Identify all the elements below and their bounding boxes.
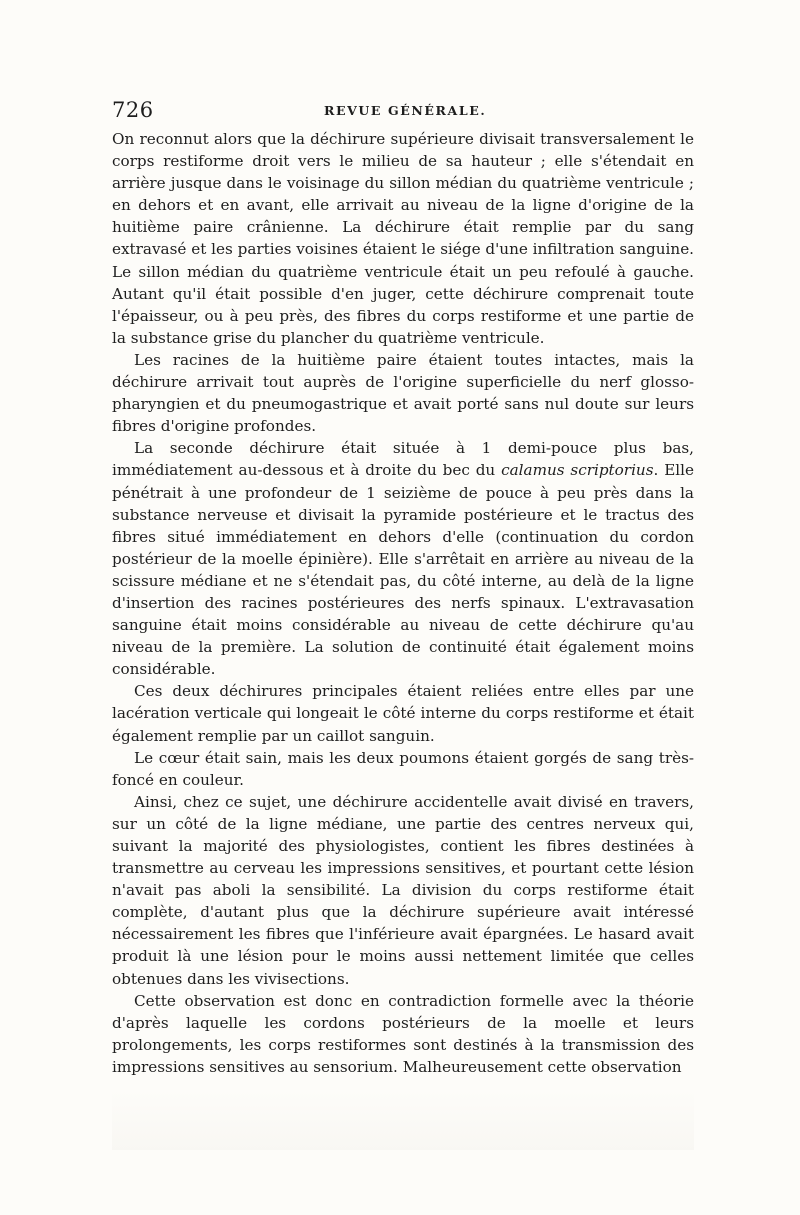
page-number: 726	[112, 98, 154, 122]
paragraph-second-tear-part-2: . Elle pénétrait à une profondeur de 1 seizième de pouce à peu près dans la substance nerveuse et divisait la pyramide postérieure et le tractus des fibres situé immédiatement en dehors d'elle (continuation du cordon postérieur de la moelle épinière). Elle s'arrêtait en arrière au niveau de la scissure médiane et ne s'étendait pas, du côté interne, au delà de la ligne d'insertion des racines postérieures des nerfs spinaux. L'extravasation sanguine était moins considérable au niveau de cette déchirure qu'au niveau de la première. La solution de continuité était également moins considérable.	[112, 461, 694, 679]
running-title: REVUE GÉNÉRALE.	[324, 103, 487, 118]
page-shading	[112, 1090, 694, 1150]
paragraph-eighth-pair-roots: Les racines de la huitième paire étaient toutes intactes, mais la déchirure arrivait tout auprès de l'origine superficielle du nerf glosso-pharyngien et du pneumogastrique et avait porté sans nul doute sur leurs fibres d'origine profondes.	[112, 350, 694, 436]
body-text	[112, 128, 694, 1078]
paragraph-second-tear-part-1: La seconde déchirure était située à 1 demi-pouce plus bas, immédiatement au-dessous et à droite du bec du	[112, 439, 694, 480]
paragraph-second-tear	[112, 437, 694, 680]
paragraph-contradiction: Cette observation est donc en contradiction formelle avec la théorie d'après laquelle les cordons postérieurs de la moelle et leurs prolongements, les corps restiformes sont destinés à la transmission des impressions sensitives au sensorium. Malheureusement cette observation	[112, 991, 694, 1076]
paragraph-vertical-laceration: Ces deux déchirures principales étaient reliées entre elles par une lacération verticale qui longeait le côté interne du corps restiforme et était également remplie par un caillot sanguin.	[112, 682, 694, 745]
latin-term-calamus-scriptorius: calamus scriptorius	[501, 461, 654, 480]
running-head	[112, 98, 694, 122]
paragraph-conclusion: Ainsi, chez ce sujet, une déchirure accidentelle avait divisé en travers, sur un côté de la ligne médiane, une partie des centres nerveux qui, suivant la majorité des physiologistes, contient les fibres destinées à transmettre au cerveau les impressions sensitives, et pourtant cette lésion n'avait pas aboli la sensibilité. La division du corps restiforme était complète, d'autant plus que la déchirure supérieure avait intéressé nécessairement les fibres que l'inférieure avait épargnées. Le hasard avait produit là une lésion pour le moins aussi nettement limitée que celles obtenues dans les vivisections.	[112, 792, 694, 988]
paragraph-heart-lungs: Le cœur était sain, mais les deux poumons étaient gorgés de sang très-foncé en couleur.	[112, 748, 694, 789]
paragraph-upper-tear: On reconnut alors que la déchirure supérieure divisait transversalement le corps restiforme droit vers le milieu de sa hauteur ; elle s'étendait en arrière jusque dans le voisinage du sillon médian du quatrième ventricule ; en dehors et en avant, elle arrivait au niveau de la ligne d'origine de la huitième paire crânienne. La déchirure était remplie par du sang extravasé et les parties voisines étaient le siége d'une infiltration sanguine. Le sillon médian du quatrième ventricule était un peu refoulé à gauche. Autant qu'il était possible d'en juger, cette déchirure comprenait toute l'épaisseur, ou à peu près, des fibres du corps restiforme et une partie de la substance grise du plancher du quatrième ventricule.	[112, 130, 695, 347]
